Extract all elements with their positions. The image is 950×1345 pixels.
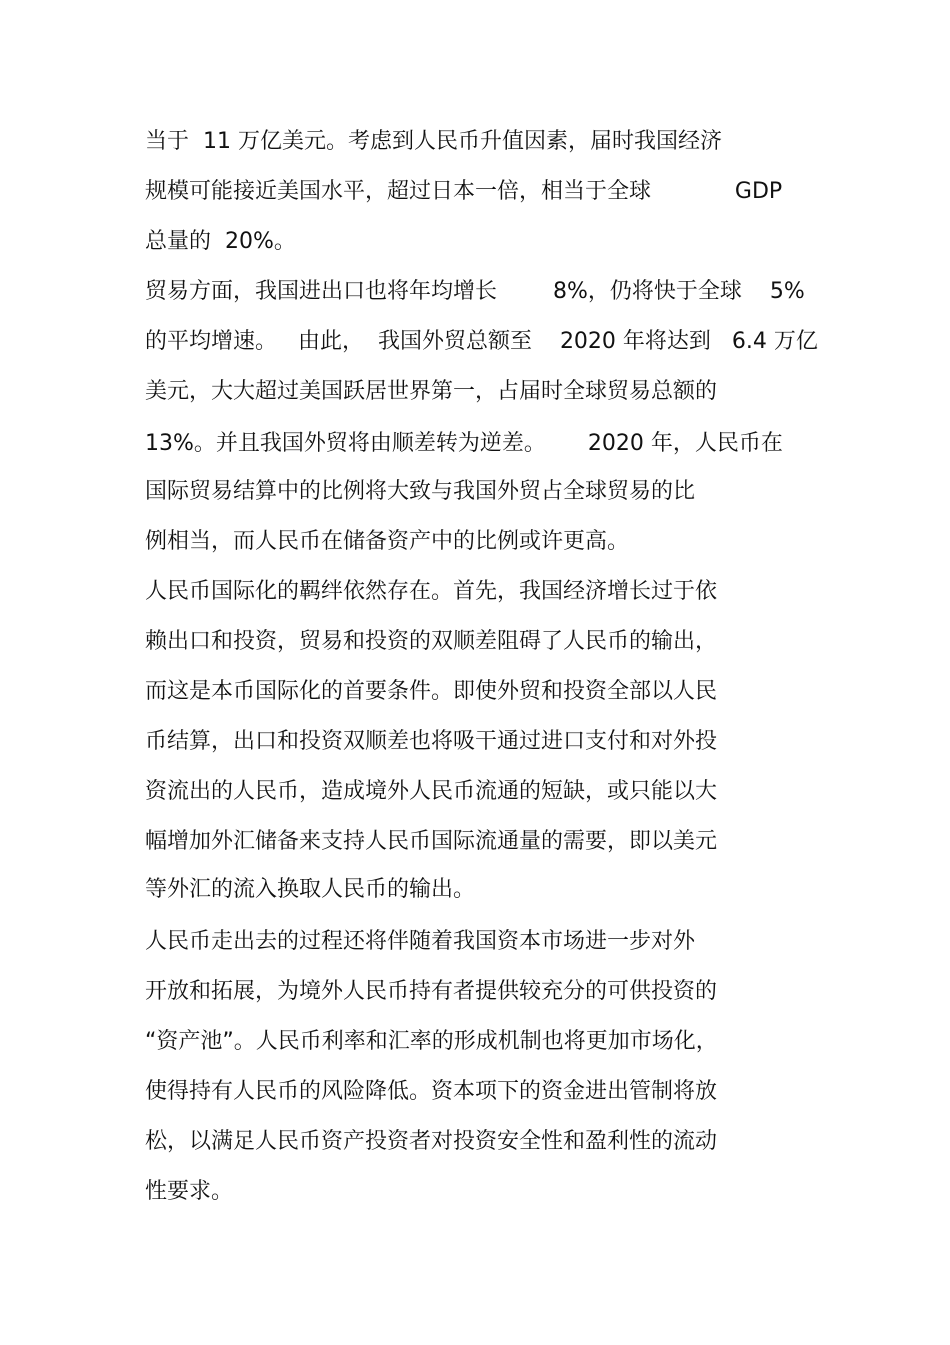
text-line: 开放和拓展，为境外人民币持有者提供较充分的可供投资的: [145, 979, 718, 1004]
text-line: “资产池”。人民币利率和汇率的形成机制也将更加市场化，: [145, 1029, 718, 1054]
text-line: 资流出的人民币，造成境外人民币流通的短缺，或只能以大: [145, 779, 718, 804]
text-line: 国际贸易结算中的比例将大致与我国外贸占全球贸易的比: [145, 479, 696, 504]
text-line: 贸易方面，我国进出口也将年均增长 8%，仍将快于全球 5%: [145, 279, 805, 304]
text-line: 性要求。: [145, 1179, 234, 1204]
text-line: 例相当，而人民币在储备资产中的比例或许更高。: [145, 529, 630, 554]
text-line: 人民币走出去的过程还将伴随着我国资本市场进一步对外: [145, 929, 696, 954]
text-line: 幅增加外汇储备来支持人民币国际流通量的需要，即以美元: [145, 829, 718, 854]
text-line: 币结算，出口和投资双顺差也将吸干通过进口支付和对外投: [145, 729, 718, 754]
text-line: 总量的 20%。: [145, 229, 296, 254]
text-line: 使得持有人民币的风险降低。资本项下的资金进出管制将放: [145, 1079, 718, 1104]
text-line: 规模可能接近美国水平，超过日本一倍，相当于全球 GDP: [145, 179, 783, 204]
text-line: 人民币国际化的羁绊依然存在。首先，我国经济增长过于依: [145, 579, 718, 604]
text-line: 赖出口和投资，贸易和投资的双顺差阻碍了人民币的输出，: [145, 629, 718, 654]
text-line: 的平均增速。 由此， 我国外贸总额至 2020 年将达到 6.4 万亿: [145, 329, 818, 354]
text-line: 13%。并且我国外贸将由顺差转为逆差。 2020 年，人民币在: [145, 431, 783, 456]
text-line: 等外汇的流入换取人民币的输出。: [145, 877, 476, 902]
text-line: 而这是本币国际化的首要条件。即使外贸和投资全部以人民: [145, 679, 718, 704]
text-line: 美元，大大超过美国跃居世界第一，占届时全球贸易总额的: [145, 379, 718, 404]
text-line: 松，以满足人民币资产投资者对投资安全性和盈利性的流动: [145, 1129, 718, 1154]
text-line: 当于 11 万亿美元。考虑到人民币升值因素，届时我国经济: [145, 129, 722, 154]
